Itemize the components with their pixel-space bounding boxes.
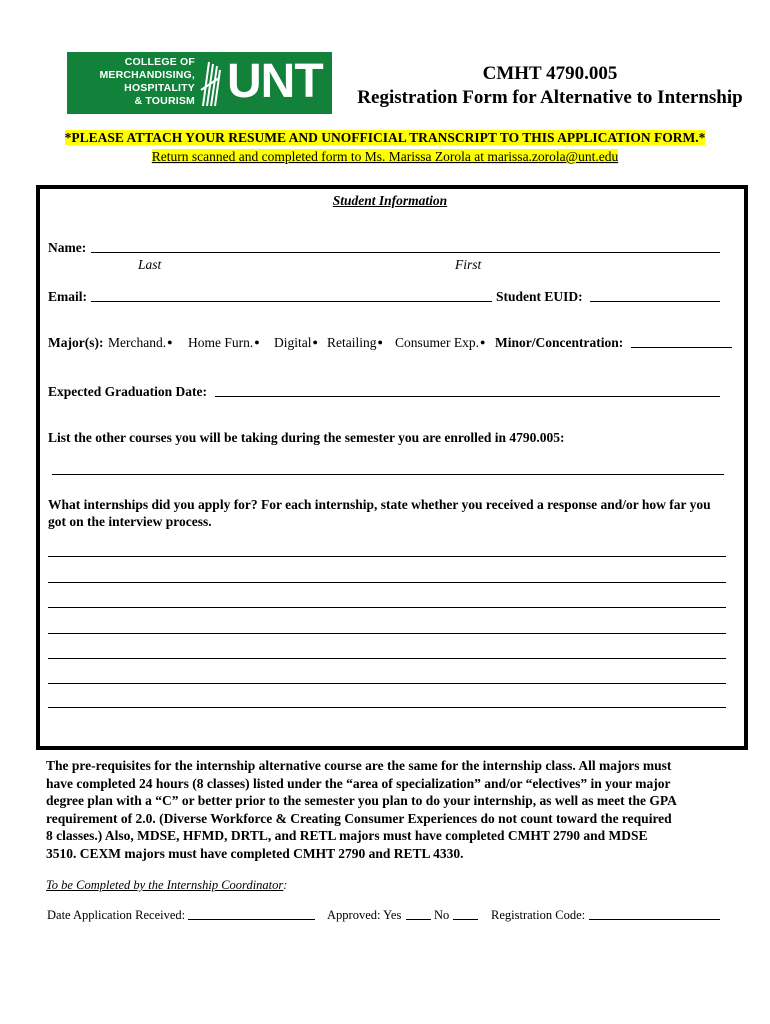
major-option-home-furn[interactable] [188,335,260,351]
approved-no-label: No [434,908,450,922]
major-label: Consumer Exp. [395,335,479,350]
approved-yes-label: Approved: Yes [327,908,402,922]
approved-no-field[interactable] [453,919,478,920]
majors-label: Major(s): [48,335,104,350]
email-label: Email: [48,289,87,304]
minor-field[interactable] [631,347,732,348]
return-instructions [0,148,770,166]
college-line: & TOURISM [134,95,195,107]
attach-notice-text: *PLEASE ATTACH YOUR RESUME AND UNOFFICIAL TRANSCRIPT TO THIS APPLICATION FORM.* [64,130,706,145]
internships-question-line-2: got on the interview process. [48,514,212,529]
name-field[interactable] [91,252,720,253]
date-received-label: Date Application Received: [47,908,186,922]
major-label: Merchand. [108,335,167,350]
bullet-icon: ● [167,337,173,347]
bullet-icon: ● [480,337,486,347]
graduation-date-label: Expected Graduation Date: [48,384,207,399]
unt-college-logo [67,52,388,114]
graduation-date-field[interactable] [215,396,720,397]
major-option-retailing[interactable] [327,335,383,351]
prereq-line: 3510. CEXM majors must have completed CMHT 2790 and RETL 4330. [46,845,464,861]
college-line: MERCHANDISING, [99,69,195,81]
coordinator-heading-text: To be Completed by the Internship Coordinator [46,878,284,892]
college-line: HOSPITALITY [124,82,195,94]
major-label: Digital [274,335,312,350]
major-label: Retailing [327,335,377,350]
coordinator-heading-colon: : [283,878,288,892]
student-info-heading: Student Information [332,193,448,208]
registered-mark: ® [382,59,388,66]
coordinator-heading [46,878,287,893]
registration-code-field[interactable] [589,919,720,920]
date-received-field[interactable] [188,919,315,920]
euid-field[interactable] [590,301,720,302]
internships-field-line[interactable] [48,633,726,634]
eagle-icon [199,56,223,110]
minor-label: Minor/Concentration: [495,335,624,350]
prereq-line: degree plan with a “C” or better prior to the semester you plan to do your internship, as well as meet the GPA [46,793,677,808]
email-field[interactable] [91,301,492,302]
internships-field-line[interactable] [48,556,726,557]
form-title: Registration Form for Alternative to Internship [357,87,743,108]
college-name [75,56,195,108]
name-label: Name: [48,240,87,255]
prereq-line: The pre-requisites for the internship alternative course are the same for the internship class. All majors must [46,758,672,773]
attach-notice [0,130,770,146]
prereq-line: 8 classes.) Also, MDSE, HFMD, DRTL, and RETL majors must have completed CMHT 2790 and MDSE [46,828,648,843]
last-name-label: Last [138,257,162,272]
bullet-icon: ● [312,337,318,347]
internships-field-line[interactable] [48,707,726,708]
unt-wordmark: UNT [227,55,323,108]
internships-field-line[interactable] [48,658,726,659]
registration-code-label: Registration Code: [491,908,586,922]
courses-question: List the other courses you will be taking during the semester you are enrolled in 4790.005: [48,430,565,445]
euid-label: Student EUID: [496,289,583,304]
major-label: Home Furn. [188,335,254,350]
first-name-label: First [455,257,482,272]
return-link[interactable]: Return scanned and completed form to Ms. Marissa Zorola at marissa.zorola@unt.edu [151,149,619,164]
approved-yes-field[interactable] [406,919,431,920]
internships-question-line-1: What internships did you apply for? For each internship, state whether you received a response and/or how far you [48,497,711,512]
internships-field-line[interactable] [48,607,726,608]
courses-field[interactable] [52,474,724,475]
internships-field-line[interactable] [48,582,726,583]
course-number: CMHT 4790.005 [482,63,618,84]
major-option-consumer-exp[interactable] [395,335,485,351]
major-option-merchand[interactable] [108,335,173,351]
bullet-icon: ● [254,337,260,347]
bullet-icon: ● [377,337,383,347]
prerequisites-paragraph [46,757,746,862]
major-option-digital[interactable] [274,335,318,351]
prereq-line: have completed 24 hours (8 classes) listed under the “area of specialization” and/or “electives” in your major [46,775,671,791]
college-line: COLLEGE OF [124,56,195,68]
prereq-line: requirement of 2.0. (Diverse Workforce & Creating Consumer Experiences do not count toward the required [46,810,672,826]
internships-field-line[interactable] [48,683,726,684]
